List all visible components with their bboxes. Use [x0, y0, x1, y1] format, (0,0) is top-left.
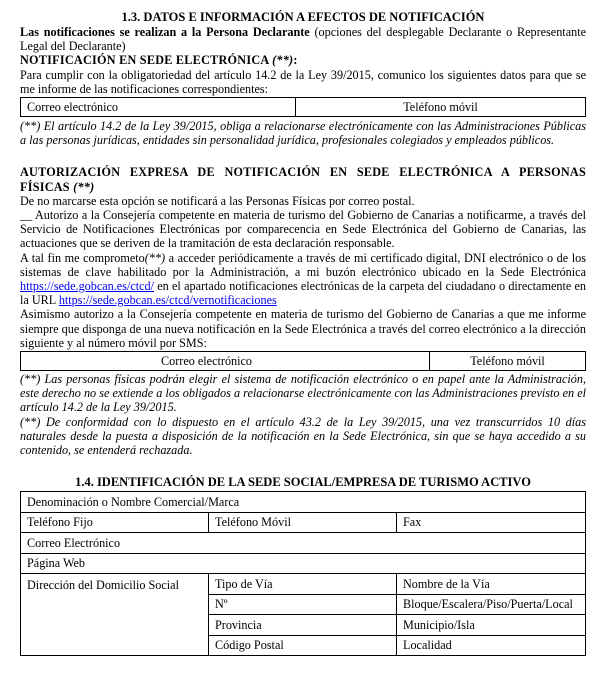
- intro-bold: Las notificaciones se realizan a la Persona Declarante: [20, 25, 310, 39]
- localidad-label: Localidad: [403, 638, 452, 653]
- tipo-via-field[interactable]: [209, 574, 397, 595]
- email-field-2[interactable]: [21, 352, 430, 371]
- denominacion-label: Denominación o Nombre Comercial/Marca: [27, 494, 240, 509]
- auth-p3-c: en el apartado notificaciones electrónicas de la carpeta del ciudadano o directamente en la URL: [20, 279, 586, 308]
- table-row: [21, 553, 586, 574]
- auth-heading: [20, 165, 586, 193]
- notificaciones-link[interactable]: https://sede.gobcan.es/ctcd/vernotificaciones: [58, 293, 277, 308]
- notif-text: Para cumplir con la obligatoriedad del artículo 14.2 de la Ley 39/2015, comunico los siguientes datos para que se me informe de las notificaciones correspondientes:: [20, 67, 586, 96]
- notif-heading-mark: (**): [272, 53, 294, 68]
- numero-field[interactable]: [209, 594, 397, 615]
- contact-table-1: [20, 97, 586, 117]
- auth-heading-mark: (**): [73, 179, 95, 194]
- auth-paragraph-3: [20, 251, 586, 308]
- intro-paragraph: [20, 25, 586, 53]
- email-field-1[interactable]: [21, 98, 296, 117]
- table-row: [21, 533, 586, 554]
- auth-p3-a: A tal fin me comprometo: [20, 250, 145, 265]
- telefono-movil-field[interactable]: [209, 512, 397, 533]
- provincia-field[interactable]: [209, 615, 397, 636]
- table-row: [21, 492, 586, 513]
- fax-field[interactable]: [397, 512, 586, 533]
- auth-line-2: __ Autorizo a la Consejería competente en materia de turismo del Gobierno de Canarias a notificarme, a través del Servicio de Notificaciones Electrónicas por comparecencia en Sede Electrónica del Gobierno de Canarias, las actuaciones que se deriven de la tramitación de esta declaración responsable.: [20, 208, 586, 251]
- section-title-1-4: 1.4. IDENTIFICACIÓN DE LA SEDE SOCIAL/EMPRESA DE TURISMO ACTIVO: [75, 475, 531, 490]
- section-title-1-3: 1.3. DATOS E INFORMACIÓN A EFECTOS DE NOTIFICACIÓN: [121, 10, 485, 24]
- direccion-label-cell: [21, 574, 209, 656]
- document-page: [20, 0, 586, 656]
- codigo-postal-field[interactable]: [209, 635, 397, 656]
- telefono-movil-label: Teléfono Móvil: [215, 515, 291, 530]
- provincia-label: Provincia: [215, 617, 262, 632]
- pagina-web-field[interactable]: [21, 553, 586, 574]
- direccion-label: Dirección del Domicilio Social: [27, 578, 179, 593]
- note-2: (**) Las personas físicas podrán elegir el sistema de notificación electrónico o en papel ante la Administración, este derecho no se extiende a los obligados a relacionarse electrónicamente con las Administraciones previsto en el artículo 14.2 de la Ley 39/2015.: [20, 372, 586, 415]
- correo-field[interactable]: [21, 533, 586, 554]
- intro-rest: (opciones del desplegable Declarante o Representante Legal del Declarante): [20, 25, 586, 54]
- municipio-label: Municipio/Isla: [403, 617, 475, 632]
- auth-p3-mark: (**): [144, 250, 166, 265]
- pagina-web-label: Página Web: [27, 556, 86, 571]
- email-label-1: Correo electrónico: [27, 99, 119, 114]
- table-row: [21, 512, 586, 533]
- phone-label-1: Teléfono móvil: [403, 99, 478, 114]
- notif-heading: [20, 53, 586, 67]
- auth-paragraph-4: Asimismo autorizo a la Consejería competente en materia de turismo del Gobierno de Canarias a que me informe siempre que disponga de una nueva notificación en la Sede Electrónica a través del correo electrónico a la dirección siguiente y al número móvil por SMS:: [20, 307, 586, 350]
- nombre-via-field[interactable]: [397, 574, 586, 595]
- auth-line-1: De no marcarse esta opción se notificará a las Personas Físicas por correo postal.: [20, 193, 415, 208]
- phone-field-2[interactable]: [430, 352, 586, 371]
- phone-field-1[interactable]: [296, 98, 586, 117]
- phone-label-2: Teléfono móvil: [470, 353, 545, 368]
- telefono-fijo-label: Teléfono Fijo: [27, 515, 93, 530]
- telefono-fijo-field[interactable]: [21, 512, 209, 533]
- fax-label: Fax: [403, 515, 422, 530]
- note-1: (**) El artículo 14.2 de la Ley 39/2015, obliga a relacionarse electrónicamente con las Administraciones Públicas a las personas jurídicas, entidades sin personalidad jurídica, profesionales colegiados y empleados públicos.: [20, 119, 586, 148]
- email-label-2: Correo electrónico: [161, 353, 253, 368]
- numero-label: Nº: [215, 597, 228, 612]
- auth-p3-b: a acceder periódicamente a través de mi certificado digital, DNI electrónico o de los sistemas de clave habilitado por la Administración, a mi buzón electrónico ubicado en la Sede Electrónica: [20, 250, 586, 279]
- denominacion-field[interactable]: [21, 492, 586, 513]
- localidad-field[interactable]: [397, 635, 586, 656]
- codigo-postal-label: Código Postal: [215, 638, 284, 653]
- correo-label: Correo Electrónico: [27, 535, 121, 550]
- nombre-via-label: Nombre de la Vía: [403, 576, 490, 591]
- bloque-field[interactable]: [397, 594, 586, 615]
- sede-social-table: [20, 491, 586, 656]
- sede-link[interactable]: https://sede.gobcan.es/ctcd/: [20, 279, 155, 294]
- auth-heading-text: AUTORIZACIÓN EXPRESA DE NOTIFICACIÓN EN SEDE ELECTRÓNICA A PERSONAS FÍSICAS: [20, 165, 586, 194]
- municipio-field[interactable]: [397, 615, 586, 636]
- bloque-label: Bloque/Escalera/Piso/Puerta/Local: [403, 597, 573, 612]
- table-row: [21, 574, 586, 595]
- notif-heading-text: NOTIFICACIÓN EN SEDE ELECTRÓNICA: [20, 53, 273, 68]
- tipo-via-label: Tipo de Vía: [215, 576, 273, 591]
- notif-heading-colon: :: [293, 53, 298, 68]
- note-3: (**) De conformidad con lo dispuesto en el artículo 43.2 de la Ley 39/2015, una vez transcurridos 10 días naturales desde la puesta a disposición de la notificación en la Sede Electrónica, sin que se haya accedido a su contenido, se entenderá rechazada.: [20, 414, 586, 458]
- contact-table-2: [20, 351, 586, 371]
